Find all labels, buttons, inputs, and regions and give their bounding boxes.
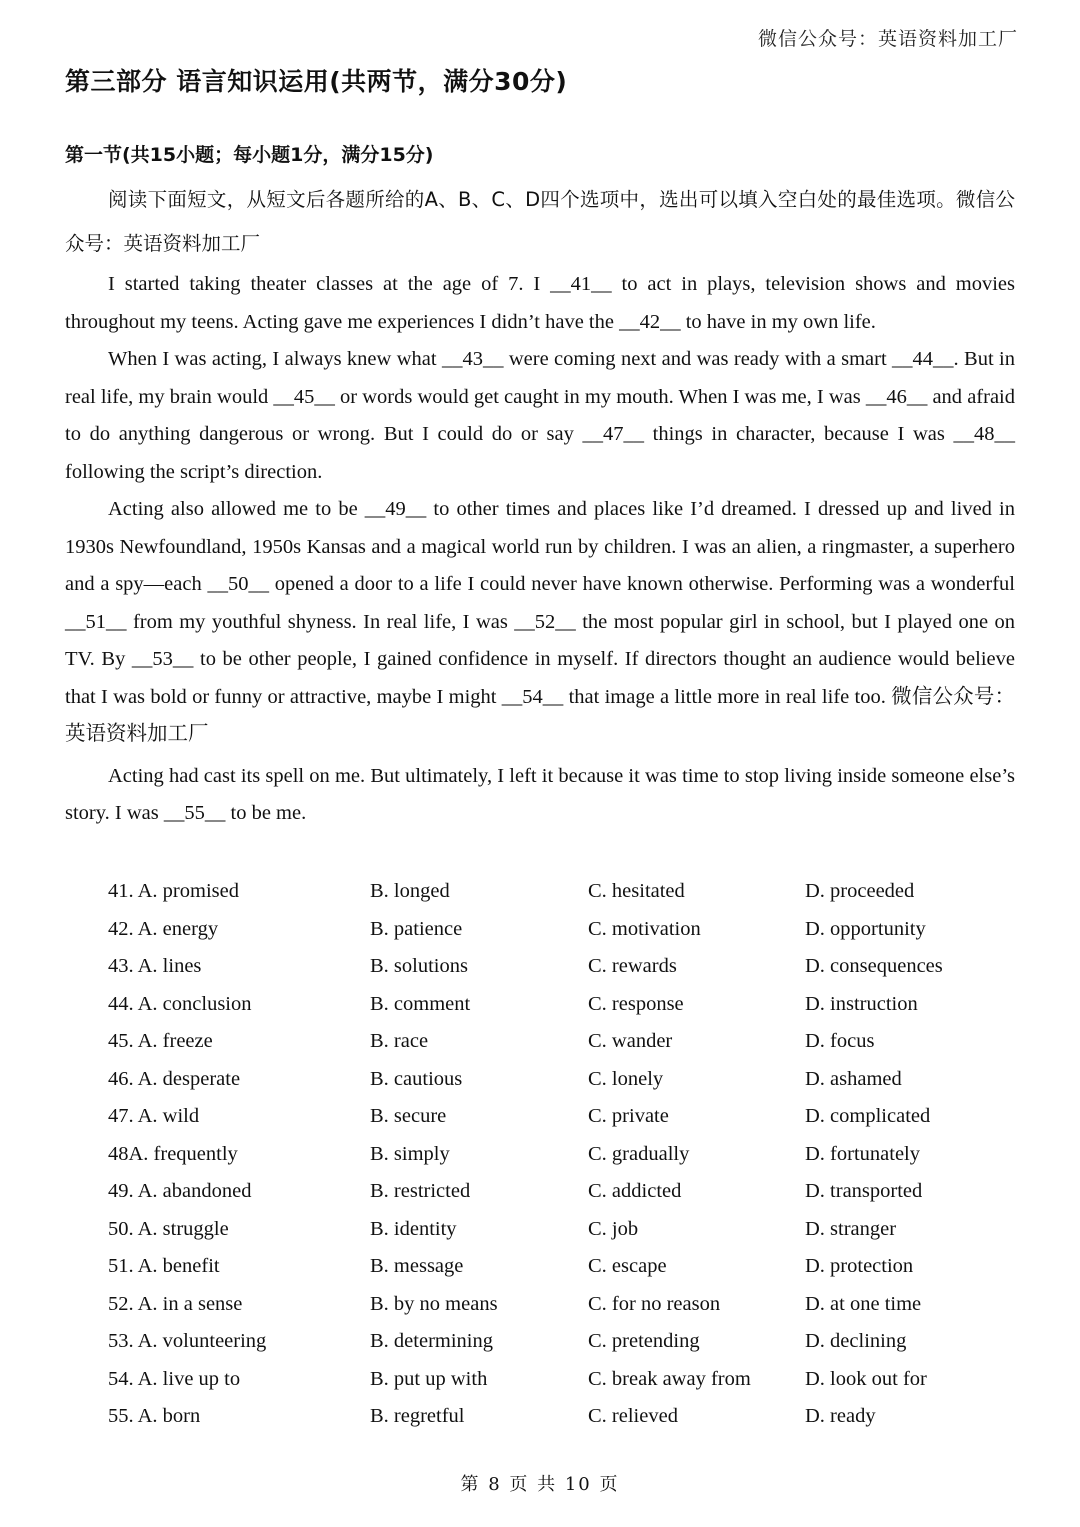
passage-paragraph-4: Acting had cast its spell on me. But ultimately, I left it because it was time to stop living inside someone else’s story. I was __55__ to be me. xyxy=(65,764,1015,824)
option-row-45 xyxy=(108,1023,988,1061)
option-a: 44. A. conclusion xyxy=(108,992,252,1015)
option-d: D. ashamed xyxy=(805,1067,902,1090)
option-b: B. comment xyxy=(370,992,471,1015)
option-c: C. addicted xyxy=(588,1180,682,1202)
option-b: B. regretful xyxy=(370,1405,465,1427)
option-b: B. by no means xyxy=(370,1292,498,1315)
passage xyxy=(65,266,1015,833)
option-a: 54. A. live up to xyxy=(108,1367,241,1390)
option-a: 53. A. volunteering xyxy=(108,1330,267,1352)
option-row-54 xyxy=(108,1361,988,1399)
option-d: D. transported xyxy=(805,1180,923,1202)
option-row-53 xyxy=(108,1323,988,1361)
option-d: D. proceeded xyxy=(805,880,915,902)
instruction-text: 阅读下面短文，从短文后各题所给的A、B、C、D四个选项中，选出可以填入空白处的最佳选项。微信公众号：英语资料加工厂 xyxy=(65,188,1015,255)
option-d: D. instruction xyxy=(805,992,918,1015)
option-c: C. relieved xyxy=(588,1405,678,1427)
option-b: B. longed xyxy=(370,880,450,902)
option-row-41 xyxy=(108,873,988,911)
option-c: C. response xyxy=(588,992,684,1015)
option-b: B. determining xyxy=(370,1330,493,1352)
option-c: C. gradually xyxy=(588,1142,690,1165)
option-row-55 xyxy=(108,1398,988,1436)
passage-paragraph-1: I started taking theater classes at the age of 7. I __41__ to act in plays, television shows and movies throughout my teens. Acting gave me experiences I didn’t have the __42__ to have in my own life. xyxy=(65,273,1015,333)
passage-paragraph-3: Acting also allowed me to be __49__ to other times and places like I’d dreamed. I dressed up and lived in 1930s Newfoundland, 1950s Kansas and a magical world run by children. I was an alien, a ringmaster, a superhero and a spy—each __50__ opened a door to a life I could never have known otherwise. Performing was a wonderful __51__ from my youthful shyness. In real life, I was __52__ the most popular girl in school, but I played one on TV. By __53__ to be other people, I gained confidence in myself. If directors thought an audience would believe that I was bold or funny or attractive, maybe I might __54__ that image a little more in real life too. 微信公众号：英语资料加工厂 xyxy=(65,498,1015,745)
option-d: D. consequences xyxy=(805,955,943,977)
option-a: 41. A. promised xyxy=(108,880,239,902)
instruction-block xyxy=(65,178,1015,266)
option-row-44 xyxy=(108,986,988,1024)
option-row-50 xyxy=(108,1211,988,1249)
option-d: D. opportunity xyxy=(805,917,926,940)
option-b: B. solutions xyxy=(370,955,468,977)
option-a: 42. A. energy xyxy=(108,917,219,940)
option-row-46 xyxy=(108,1061,988,1099)
option-c: C. pretending xyxy=(588,1330,700,1352)
option-b: B. restricted xyxy=(370,1180,471,1202)
option-c: C. private xyxy=(588,1105,669,1127)
option-row-48 xyxy=(108,1136,988,1174)
option-b: B. put up with xyxy=(370,1367,488,1390)
option-row-52 xyxy=(108,1286,988,1324)
option-a: 46. A. desperate xyxy=(108,1067,241,1090)
option-c: C. for no reason xyxy=(588,1292,721,1315)
option-a: 43. A. lines xyxy=(108,955,202,977)
part-title: 第三部分 语言知识运用(共两节，满分30分) xyxy=(65,67,568,96)
header-watermark-text: 微信公众号：英语资料加工厂 xyxy=(757,28,1018,50)
option-b: B. identity xyxy=(370,1217,457,1240)
passage-paragraph-2: When I was acting, I always knew what __43__ were coming next and was ready with a smart __44__. But in real life, my brain would __45__ or words would get caught in my mouth. When I was me, I was __46__ and afraid to do anything dangerous or wrong. But I could do or say __47__ things in character, because I was __48__ following the script’s direction. xyxy=(65,348,1015,483)
option-a: 50. A. struggle xyxy=(108,1217,229,1240)
option-a: 48A. frequently xyxy=(108,1142,238,1165)
option-d: D. look out for xyxy=(805,1367,927,1390)
option-d: D. focus xyxy=(805,1030,875,1052)
option-row-47 xyxy=(108,1098,988,1136)
option-a: 51. A. benefit xyxy=(108,1255,220,1277)
option-a: 52. A. in a sense xyxy=(108,1292,243,1315)
option-d: D. stranger xyxy=(805,1217,897,1240)
option-d: D. at one time xyxy=(805,1292,922,1315)
option-c: C. rewards xyxy=(588,955,677,977)
option-b: B. message xyxy=(370,1255,464,1277)
option-a: 47. A. wild xyxy=(108,1105,200,1127)
option-b: B. simply xyxy=(370,1142,450,1165)
page-footer: 第 8 页 共 10 页 xyxy=(460,1474,620,1495)
option-b: B. patience xyxy=(370,917,463,940)
options-list xyxy=(108,873,988,1436)
option-d: D. ready xyxy=(805,1405,876,1427)
option-d: D. declining xyxy=(805,1330,907,1352)
option-b: B. cautious xyxy=(370,1067,463,1090)
option-row-43 xyxy=(108,948,988,986)
option-c: C. wander xyxy=(588,1030,673,1052)
option-d: D. protection xyxy=(805,1255,914,1277)
option-c: C. break away from xyxy=(588,1367,751,1390)
option-d: D. fortunately xyxy=(805,1142,920,1165)
option-b: B. race xyxy=(370,1030,429,1052)
option-a: 45. A. freeze xyxy=(108,1030,213,1052)
option-c: C. escape xyxy=(588,1255,667,1277)
option-b: B. secure xyxy=(370,1105,447,1127)
option-c: C. hesitated xyxy=(588,880,685,902)
option-row-49 xyxy=(108,1173,988,1211)
option-c: C. lonely xyxy=(588,1067,664,1090)
option-a: 49. A. abandoned xyxy=(108,1180,252,1202)
option-row-51 xyxy=(108,1248,988,1286)
option-c: C. motivation xyxy=(588,917,701,940)
option-row-42 xyxy=(108,911,988,949)
option-c: C. job xyxy=(588,1217,639,1240)
section-title: 第一节(共15小题；每小题1分，满分15分) xyxy=(65,144,434,166)
option-d: D. complicated xyxy=(805,1105,931,1127)
option-a: 55. A. born xyxy=(108,1405,201,1427)
